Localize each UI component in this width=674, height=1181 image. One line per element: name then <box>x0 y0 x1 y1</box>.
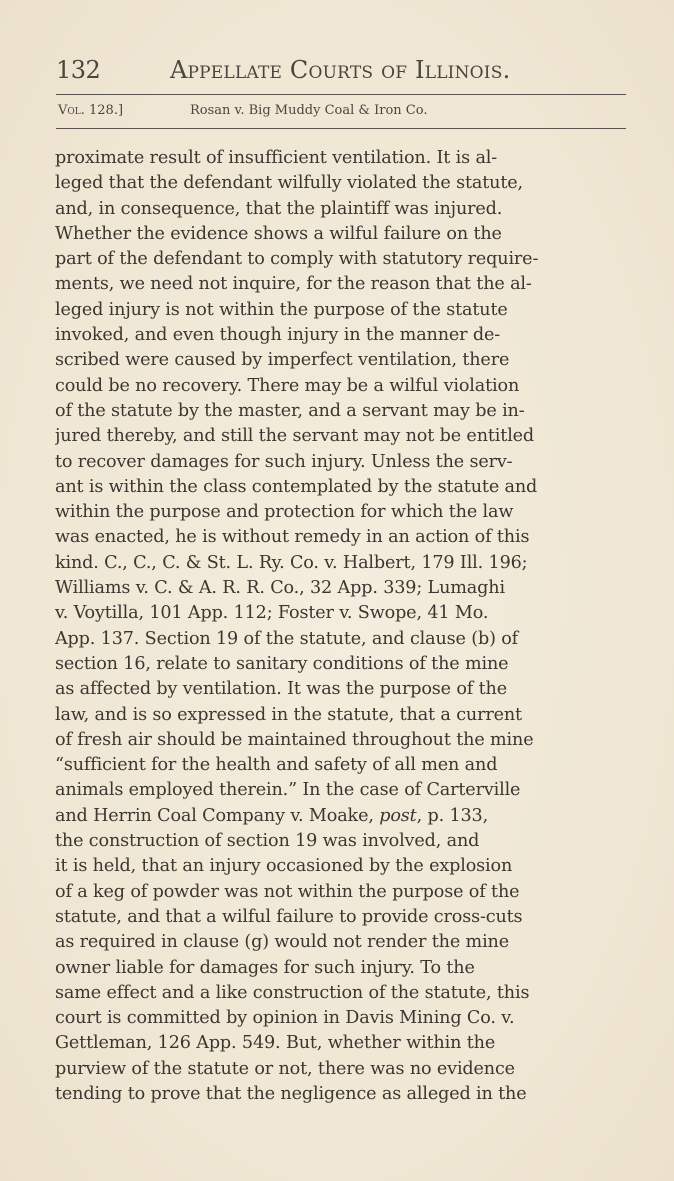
text-line: as required in clause (g) would not render the mine <box>55 932 509 953</box>
text-line: court is committed by opinion in Davis Mining Co. v. <box>55 1008 515 1029</box>
text-line: leged that the defendant wilfully violated the statute, <box>55 173 523 194</box>
text-line: it is held, that an injury occasioned by the explosion <box>55 856 513 877</box>
text-line: same effect and a like construction of the statute, this <box>55 982 530 1003</box>
text-line: of fresh air should be maintained throughout the mine <box>55 729 534 750</box>
text-segment: , p. 133, <box>416 805 489 826</box>
header-rule-bottom <box>56 128 626 129</box>
journal-title: Appellate Courts of Illinois. <box>170 56 511 84</box>
text-line: as affected by ventilation. It was the purpose of the <box>55 679 507 700</box>
text-segment: and Herrin Coal Company v. Moake, <box>55 805 380 826</box>
text-line: of the statute by the master, and a servant may be in- <box>55 400 525 421</box>
text-line: the construction of section 19 was involved, and <box>55 831 480 852</box>
text-line: animals employed therein.” In the case of Carterville <box>55 780 521 801</box>
body-text <box>55 146 625 1107</box>
text-line: tending to prove that the negligence as alleged in the <box>55 1083 527 1104</box>
case-title: Rosan v. Big Muddy Coal & Iron Co. <box>190 103 428 118</box>
text-line: purview of the statute or not, there was no evidence <box>55 1058 515 1079</box>
text-line: part of the defendant to comply with statutory require- <box>55 249 539 270</box>
text-line: to recover damages for such injury. Unless the serv- <box>55 451 513 472</box>
text-line: kind. C., C., C. & St. L. Ry. Co. v. Halbert, 179 Ill. 196; <box>55 552 528 573</box>
text-line: was enacted, he is without remedy in an action of this <box>55 527 530 548</box>
page-number: 132 <box>56 56 101 84</box>
italic-post: post <box>379 805 417 826</box>
text-line: statute, and that a wilful failure to provide cross-cuts <box>55 906 523 927</box>
text-line: within the purpose and protection for which the law <box>55 502 514 523</box>
volume-label: Vol. 128.] <box>58 103 124 118</box>
text-line: proximate result of insufficient ventilation. It is al- <box>55 148 498 168</box>
text-line: leged injury is not within the purpose of the statute <box>55 299 508 320</box>
text-line: jured thereby, and still the servant may not be entitled <box>55 426 535 447</box>
text-line: owner liable for damages for such injury. To the <box>55 957 475 978</box>
text-line: ant is within the class contemplated by the statute and <box>55 476 538 497</box>
text-line: Williams v. C. & A. R. R. Co., 32 App. 339; Lumaghi <box>55 578 505 599</box>
text-line: invoked, and even though injury in the manner de- <box>55 325 501 346</box>
text-line: App. 137. Section 19 of the statute, and clause (b) of <box>55 628 519 649</box>
text-line-with-citation <box>55 804 625 829</box>
text-line: Gettleman, 126 App. 549. But, whether within the <box>55 1033 496 1054</box>
text-line: section 16, relate to sanitary conditions of the mine <box>55 653 509 674</box>
text-line: and, in consequence, that the plaintiff was injured. <box>55 198 503 219</box>
text-line: “sufficient for the health and safety of all men and <box>55 755 498 776</box>
text-line: scribed were caused by imperfect ventilation, there <box>55 350 510 371</box>
header-rule-top <box>56 94 626 95</box>
text-line: of a keg of powder was not within the purpose of the <box>55 881 520 902</box>
running-head <box>56 56 626 90</box>
text-line: law, and is so expressed in the statute, that a current <box>55 704 522 725</box>
text-line: ments, we need not inquire, for the reason that the al- <box>55 274 532 295</box>
text-line: Whether the evidence shows a wilful failure on the <box>55 223 502 244</box>
text-line: v. Voytilla, 101 App. 112; Foster v. Swope, 41 Mo. <box>55 603 489 624</box>
text-line: could be no recovery. There may be a wilful violation <box>55 375 520 396</box>
